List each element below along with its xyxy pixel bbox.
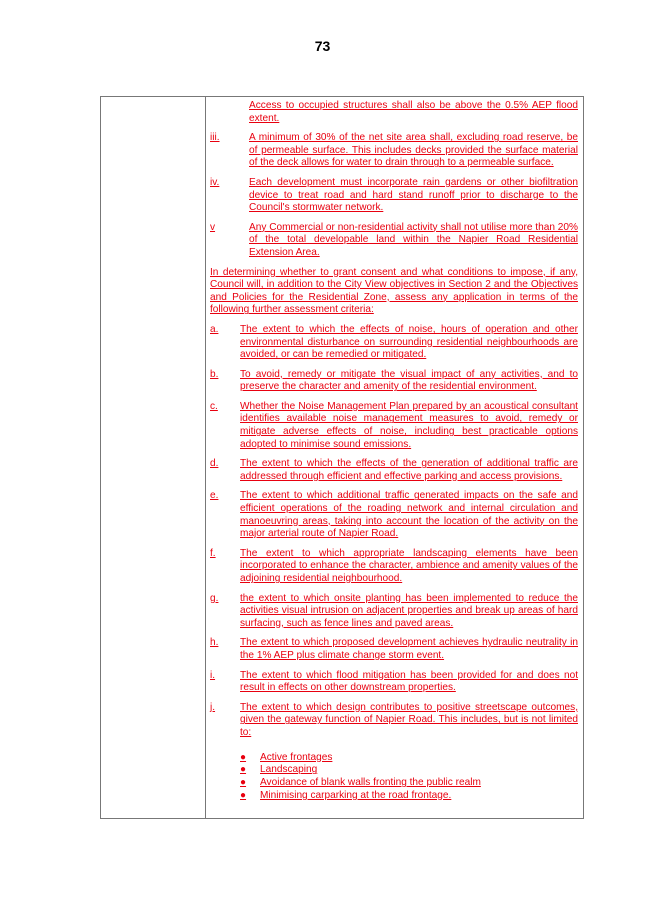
criterion-text: The extent to which design contributes to positive streetscape outcomes, given the gateway function of Napier Road. This includes, but is not limited to: xyxy=(240,701,578,738)
criterion-letter: d. xyxy=(210,458,219,470)
list-item xyxy=(240,777,578,790)
criterion-item xyxy=(210,637,578,662)
criterion-text: To avoid, remedy or mitigate the visual impact of any activities, and to preserve the character and amenity of the residential environment. xyxy=(240,368,578,393)
criterion-text: The extent to which the effects of noise, hours of operation and other environmental disturbance on surrounding residential neighbourhoods are avoided, or can be remedied or mitigated. xyxy=(240,323,578,361)
bullet-text: Active frontages xyxy=(260,751,333,763)
bullet-icon: ● xyxy=(240,789,247,801)
bullet-icon: ● xyxy=(240,777,247,789)
criterion-item xyxy=(210,548,578,586)
item-number: v xyxy=(210,221,216,233)
criterion-letter: j. xyxy=(210,701,216,713)
roman-item xyxy=(210,222,578,260)
item-text: A minimum of 30% of the net site area shall, excluding road reserve, be of permeable surface. This includes decks provided the surface material of the deck allows for water to drain through to a permeable surface. xyxy=(249,132,578,169)
list-item xyxy=(240,764,578,777)
criterion-text: The extent to which proposed development achieves hydraulic neutrality in the 1% AEP plus climate change storm event. xyxy=(240,637,578,661)
bullet-icon: ● xyxy=(240,764,247,776)
criterion-item xyxy=(210,490,578,540)
criterion-text: the extent to which onsite planting has been implemented to reduce the activities visual intrusion on adjacent properties and break up areas of hard surfacing, such as fence lines and paved areas. xyxy=(240,592,578,629)
item-text: Any Commercial or non-residential activity shall not utilise more than 20% of the total developable land within the Napier Road Residential Extension Area. xyxy=(249,221,578,258)
criterion-letter: f. xyxy=(210,547,216,559)
criterion-text: The extent to which additional traffic generated impacts on the safe and efficient operations of the roading network and internal circulation and manoeuvring areas, taking into account the location of the activity on the major arterial route of Napier Road. xyxy=(240,490,578,540)
criterion-item xyxy=(210,670,578,695)
criterion-item xyxy=(210,324,578,362)
criterion-item xyxy=(210,593,578,631)
criterion-text: The extent to which the effects of the generation of additional traffic are addressed through efficient and effective parking and access provisions. xyxy=(240,458,578,482)
bullet-icon: ● xyxy=(240,751,247,763)
provision-content xyxy=(210,100,578,803)
item-text: Each development must incorporate rain gardens or other biofiltration device to treat road and hard stand runoff prior to discharge to the Council's stormwater network. xyxy=(249,176,578,214)
list-item xyxy=(240,790,578,803)
column-divider xyxy=(205,97,206,818)
list-item xyxy=(240,752,578,765)
criterion-text: The extent to which appropriate landscaping elements have been incorporated to enhance the character, ambience and amenity values of the adjoining residential neighbourhood. xyxy=(240,547,578,584)
roman-item xyxy=(210,177,578,215)
criterion-text: Whether the Noise Management Plan prepared by an acoustical consultant identifies available noise management measures to avoid, remedy or mitigate adverse effects of noise, including best practicable options adopted to minimise sound emissions. xyxy=(240,400,578,450)
criterion-text: The extent to which flood mitigation has been provided for and does not result in effects on other downstream properties. xyxy=(240,669,578,694)
criterion-item xyxy=(210,458,578,483)
design-outcomes-list xyxy=(240,752,578,803)
item-number: iv. xyxy=(210,176,220,188)
bullet-text: Minimising carparking at the road frontage. xyxy=(260,789,452,801)
criterion-letter: a. xyxy=(210,323,219,335)
criterion-item xyxy=(210,702,578,740)
item-number: iii. xyxy=(210,132,220,144)
criterion-letter: c. xyxy=(210,400,218,412)
criterion-letter: b. xyxy=(210,368,219,380)
continuation-text: Access to occupied structures shall also be above the 0.5% AEP flood extent. xyxy=(249,100,578,124)
criterion-letter: e. xyxy=(210,490,219,502)
criterion-item xyxy=(210,401,578,451)
criterion-letter: g. xyxy=(210,592,219,604)
roman-item xyxy=(210,132,578,170)
intro-paragraph: In determining whether to grant consent and what conditions to impose, if any, Council will, in addition to the City View objectives in Section 2 and the Objectives and Policies for the Residential Zone, assess any application in terms of the following further assessment criteria: xyxy=(210,266,578,316)
criterion-letter: i. xyxy=(210,669,216,681)
bullet-text: Landscaping xyxy=(260,764,318,776)
criterion-item xyxy=(210,369,578,394)
bullet-text: Avoidance of blank walls fronting the public realm xyxy=(260,777,481,789)
page-number: 73 xyxy=(314,38,331,54)
criterion-letter: h. xyxy=(210,637,219,649)
